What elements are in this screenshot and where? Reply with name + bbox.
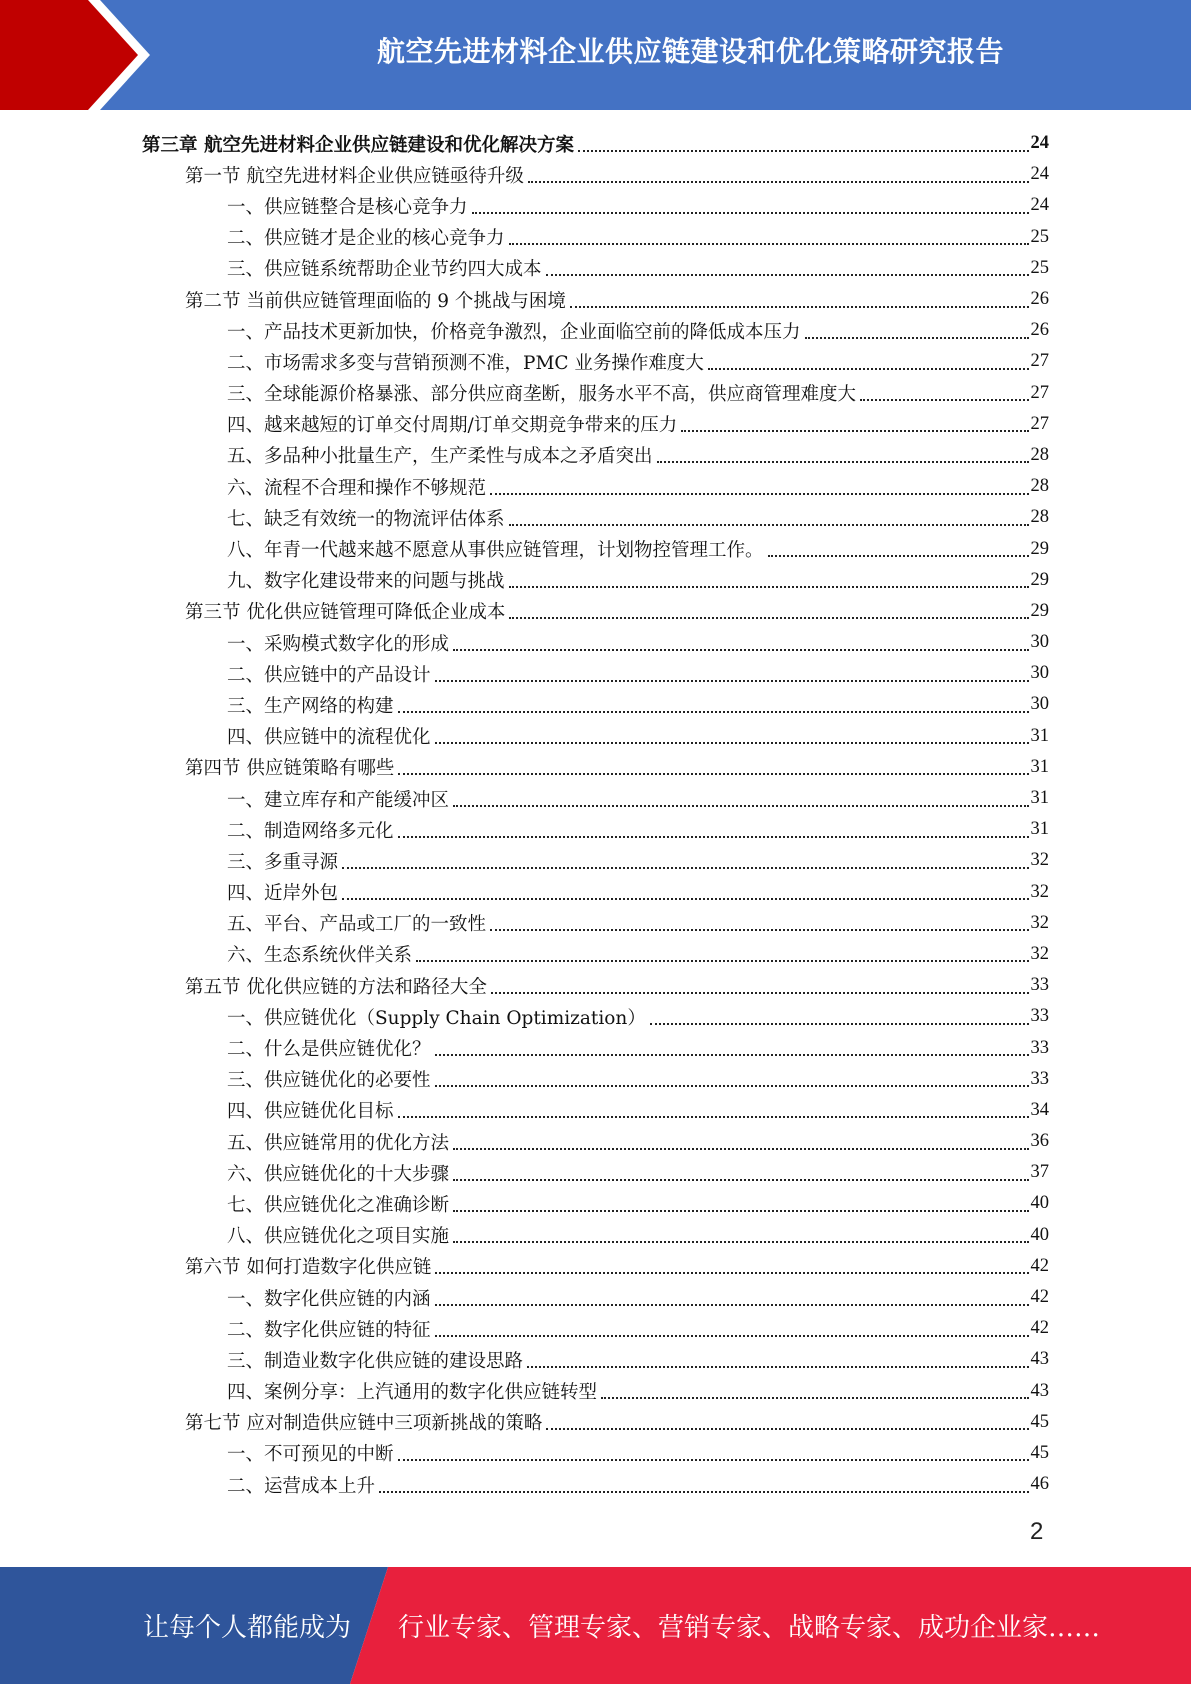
dot-leader: [453, 805, 1028, 807]
dot-leader: [490, 493, 1028, 495]
toc-entry-title: 二、数字化供应链的特征: [227, 1319, 431, 1341]
toc-entry-page: 33: [1030, 1068, 1049, 1089]
toc-subsection-entry[interactable]: [0, 346, 1049, 377]
toc-entry-page: 42: [1030, 1287, 1049, 1308]
footer-slogan-left: 让每个人都能成为: [143, 1613, 352, 1643]
toc-entry-title: 一、建立库存和产能缓冲区: [227, 789, 450, 811]
dot-leader: [398, 1459, 1029, 1461]
toc-subsection-entry[interactable]: [0, 1313, 1049, 1344]
toc-subsection-entry[interactable]: [0, 721, 1049, 752]
toc-entry-page: 42: [1030, 1318, 1049, 1339]
dot-leader: [453, 1241, 1028, 1243]
toc-entry-title: 五、多品种小批量生产，生产柔性与成本之矛盾突出: [227, 446, 653, 468]
dot-leader: [681, 430, 1028, 432]
toc-entry-page: 24: [1030, 164, 1049, 185]
toc-entry-title: 七、缺乏有效统一的物流评估体系: [227, 508, 505, 530]
report-title: 航空先进材料企业供应链建设和优化策略研究报告: [376, 35, 1004, 68]
toc-entry-title: 三、供应链系统帮助企业节约四大成本: [227, 259, 542, 281]
toc-entry-title: 一、供应链整合是核心竞争力: [227, 196, 468, 218]
toc-subsection-entry[interactable]: [0, 1282, 1049, 1313]
toc-entry-page: 34: [1030, 1099, 1049, 1120]
toc-entry-title: 二、什么是供应链优化？: [227, 1039, 431, 1061]
toc-section-entry[interactable]: [0, 284, 1049, 315]
dot-leader: [435, 1054, 1029, 1056]
toc-entry-page: 29: [1030, 569, 1049, 590]
toc-entry-page: 43: [1030, 1349, 1049, 1370]
toc-entry-title: 二、制造网络多元化: [227, 820, 394, 842]
dot-leader: [435, 742, 1029, 744]
dot-leader: [398, 1116, 1029, 1118]
dot-leader: [805, 337, 1029, 339]
toc-subsection-entry[interactable]: [0, 658, 1049, 689]
toc-entry-page: 28: [1030, 444, 1049, 465]
toc-subsection-entry[interactable]: [0, 440, 1049, 471]
toc-entry-title: 一、采购模式数字化的形成: [227, 633, 450, 655]
toc-entry-title: 九、数字化建设带来的问题与挑战: [227, 571, 505, 593]
toc-entry-title: 三、生产网络的构建: [227, 695, 394, 717]
toc-subsection-entry[interactable]: [0, 502, 1049, 533]
dot-leader: [435, 1304, 1029, 1306]
toc-section-entry[interactable]: [0, 159, 1049, 190]
toc-subsection-entry[interactable]: [0, 1469, 1049, 1500]
toc-entry-title: 六、供应链优化的十大步骤: [227, 1163, 450, 1185]
dot-leader: [509, 243, 1029, 245]
toc-subsection-entry[interactable]: [0, 783, 1049, 814]
toc-entry-title: 五、平台、产品或工厂的一致性: [227, 914, 487, 936]
toc-entry-page: 37: [1030, 1162, 1049, 1183]
toc-entry-page: 33: [1030, 1037, 1049, 1058]
dot-leader: [416, 960, 1028, 962]
toc-subsection-entry[interactable]: [0, 689, 1049, 720]
toc-entry-page: 29: [1030, 538, 1049, 559]
toc-subsection-entry[interactable]: [0, 222, 1049, 253]
toc-subsection-entry[interactable]: [0, 533, 1049, 564]
dot-leader: [546, 274, 1029, 276]
toc-entry-page: 40: [1030, 1193, 1049, 1214]
toc-subsection-entry[interactable]: [0, 1064, 1049, 1095]
dot-leader: [453, 1179, 1028, 1181]
toc-entry-page: 45: [1030, 1411, 1049, 1432]
chevron-arrow-icon: [0, 0, 160, 110]
dot-leader: [453, 1148, 1028, 1150]
toc-entry-title: 三、供应链优化的必要性: [227, 1070, 431, 1092]
toc-entry-page: 24: [1030, 195, 1049, 216]
toc-entry-title: 八、年青一代越来越不愿意从事供应链管理，计划物控管理工作。: [227, 540, 764, 562]
toc-entry-title: 三、全球能源价格暴涨、部分供应商垄断，服务水平不高，供应商管理难度大: [227, 384, 857, 406]
toc-entry-title: 六、生态系统伙伴关系: [227, 945, 413, 967]
toc-entry-title: 第三章 航空先进材料企业供应链建设和优化解决方案: [142, 134, 574, 156]
toc-subsection-entry[interactable]: [0, 845, 1049, 876]
toc-entry-page: 32: [1030, 850, 1049, 871]
toc-entry-page: 43: [1030, 1380, 1049, 1401]
toc-entry-title: 一、数字化供应链的内涵: [227, 1288, 431, 1310]
dot-leader: [435, 1335, 1029, 1337]
dot-leader: [342, 867, 1028, 869]
toc-entry-title: 二、运营成本上升: [227, 1475, 376, 1497]
toc-subsection-entry[interactable]: [0, 1344, 1049, 1375]
toc-entry-page: 24: [1030, 133, 1049, 154]
toc-entry-title: 二、供应链才是企业的核心竞争力: [227, 228, 505, 250]
toc-subsection-entry[interactable]: [0, 1032, 1049, 1063]
toc-entry-page: 31: [1030, 725, 1049, 746]
toc-subsection-entry[interactable]: [0, 1220, 1049, 1251]
toc-entry-page: 32: [1030, 943, 1049, 964]
dot-leader: [708, 368, 1029, 370]
toc-entry-title: 第三节 优化供应链管理可降低企业成本: [185, 602, 506, 624]
dot-leader: [491, 992, 1029, 994]
dot-leader: [453, 1210, 1028, 1212]
toc-entry-page: 27: [1030, 351, 1049, 372]
toc-entry-page: 28: [1030, 476, 1049, 497]
toc-entry-title: 第四节 供应链策略有哪些: [185, 758, 395, 780]
toc-entry-title: 二、市场需求多变与营销预测不准，PMC 业务操作难度大: [227, 352, 704, 374]
toc-entry-title: 四、越来越短的订单交付周期/订单交期竞争带来的压力: [227, 415, 678, 437]
page-number: 2: [1030, 1518, 1044, 1545]
toc-subsection-entry[interactable]: [0, 471, 1049, 502]
toc-entry-page: 31: [1030, 788, 1049, 809]
toc-entry-title: 第七节 应对制造供应链中三项新挑战的策略: [185, 1413, 543, 1435]
toc-subsection-entry[interactable]: [0, 1376, 1049, 1407]
footer-slogan-right: 行业专家、管理专家、营销专家、战略专家、成功企业家……: [398, 1613, 1101, 1643]
toc-entry-title: 六、流程不合理和操作不够规范: [227, 477, 487, 499]
toc-subsection-entry[interactable]: [0, 1188, 1049, 1219]
dot-leader: [435, 680, 1029, 682]
toc-entry-page: 40: [1030, 1224, 1049, 1245]
toc-entry-title: 四、供应链中的流程优化: [227, 727, 431, 749]
dot-leader: [546, 1428, 1028, 1430]
dot-leader: [527, 1366, 1028, 1368]
toc-entry-title: 第五节 优化供应链的方法和路径大全: [185, 976, 487, 998]
dot-leader: [570, 306, 1029, 308]
toc-chapter-entry[interactable]: [0, 128, 1049, 159]
toc-entry-title: 三、多重寻源: [227, 851, 339, 873]
toc-entry-page: 27: [1030, 413, 1049, 434]
toc-entry-title: 四、案例分享：上汽通用的数字化供应链转型: [227, 1382, 598, 1404]
dot-leader: [657, 461, 1029, 463]
toc-entry-title: 八、供应链优化之项目实施: [227, 1226, 450, 1248]
dot-leader: [528, 181, 1029, 183]
toc-entry-page: 26: [1030, 320, 1049, 341]
toc-subsection-entry[interactable]: [0, 1126, 1049, 1157]
toc-entry-page: 32: [1030, 881, 1049, 902]
toc-subsection-entry[interactable]: [0, 939, 1049, 970]
toc-entry-page: 33: [1030, 1006, 1049, 1027]
dot-leader: [342, 898, 1028, 900]
toc-entry-page: 30: [1030, 663, 1049, 684]
dot-leader: [509, 524, 1029, 526]
toc-entry-title: 二、供应链中的产品设计: [227, 664, 431, 686]
toc-section-entry[interactable]: [0, 1407, 1049, 1438]
dot-leader: [398, 711, 1029, 713]
toc-entry-title: 三、制造业数字化供应链的建设思路: [227, 1350, 524, 1372]
toc-subsection-entry[interactable]: [0, 1001, 1049, 1032]
page-header: [0, 0, 1191, 110]
dot-leader: [398, 836, 1029, 838]
toc-entry-title: 第六节 如何打造数字化供应链: [185, 1257, 432, 1279]
toc-entry-page: 45: [1030, 1442, 1049, 1463]
dot-leader: [379, 1491, 1028, 1493]
dot-leader: [578, 150, 1029, 152]
toc-entry-page: 29: [1030, 600, 1049, 621]
toc-entry-page: 32: [1030, 912, 1049, 933]
toc-entry-page: 28: [1030, 507, 1049, 528]
dot-leader: [490, 929, 1028, 931]
toc-subsection-entry[interactable]: [0, 315, 1049, 346]
dot-leader: [650, 1023, 1029, 1025]
toc-subsection-entry[interactable]: [0, 814, 1049, 845]
toc-subsection-entry[interactable]: [0, 1438, 1049, 1469]
toc-subsection-entry[interactable]: [0, 627, 1049, 658]
toc-entry-page: 42: [1030, 1255, 1049, 1276]
toc-entry-page: 25: [1030, 226, 1049, 247]
toc-subsection-entry[interactable]: [0, 1095, 1049, 1126]
dot-leader: [435, 1085, 1029, 1087]
toc-section-entry[interactable]: [0, 596, 1049, 627]
dot-leader: [768, 555, 1029, 557]
toc-entry-page: 30: [1030, 632, 1049, 653]
dot-leader: [453, 649, 1028, 651]
toc-entry-title: 第一节 航空先进材料企业供应链亟待升级: [185, 165, 524, 187]
toc-entry-title: 四、供应链优化目标: [227, 1101, 394, 1123]
toc-section-entry[interactable]: [0, 752, 1049, 783]
toc-entry-page: 27: [1030, 382, 1049, 403]
dot-leader: [472, 212, 1029, 214]
toc-entry-title: 一、供应链优化（Supply Chain Optimization）: [227, 1007, 646, 1029]
toc-entry-title: 四、近岸外包: [227, 883, 339, 905]
toc-subsection-entry[interactable]: [0, 253, 1049, 284]
toc-entry-page: 33: [1030, 975, 1049, 996]
dot-leader: [509, 617, 1028, 619]
dot-leader: [398, 773, 1028, 775]
page-footer: [0, 1567, 1191, 1684]
toc-entry-page: 26: [1030, 289, 1049, 310]
toc-subsection-entry[interactable]: [0, 1157, 1049, 1188]
toc-entry-title: 一、不可预见的中断: [227, 1444, 394, 1466]
toc-entry-page: 25: [1030, 257, 1049, 278]
toc-subsection-entry[interactable]: [0, 378, 1049, 409]
dot-leader: [509, 586, 1029, 588]
toc-entry-title: 五、供应链常用的优化方法: [227, 1132, 450, 1154]
dot-leader: [435, 1272, 1028, 1274]
toc-entry-page: 46: [1030, 1474, 1049, 1495]
toc-entry-page: 36: [1030, 1131, 1049, 1152]
toc-subsection-entry[interactable]: [0, 877, 1049, 908]
toc-section-entry[interactable]: [0, 1251, 1049, 1282]
toc-section-entry[interactable]: [0, 970, 1049, 1001]
toc-subsection-entry[interactable]: [0, 409, 1049, 440]
toc-entry-title: 一、产品技术更新加快，价格竞争激烈，企业面临空前的降低成本压力: [227, 321, 801, 343]
toc-entry-title: 第二节 当前供应链管理面临的 9 个挑战与困境: [185, 290, 566, 312]
toc-subsection-entry[interactable]: [0, 908, 1049, 939]
dot-leader: [601, 1397, 1028, 1399]
dot-leader: [860, 399, 1028, 401]
toc-entry-page: 31: [1030, 819, 1049, 840]
toc-subsection-entry[interactable]: [0, 565, 1049, 596]
toc-entry-title: 七、供应链优化之准确诊断: [227, 1194, 450, 1216]
toc-subsection-entry[interactable]: [0, 190, 1049, 221]
toc-entry-page: 30: [1030, 694, 1049, 715]
table-of-contents: [0, 128, 1191, 1500]
toc-entry-page: 31: [1030, 756, 1049, 777]
